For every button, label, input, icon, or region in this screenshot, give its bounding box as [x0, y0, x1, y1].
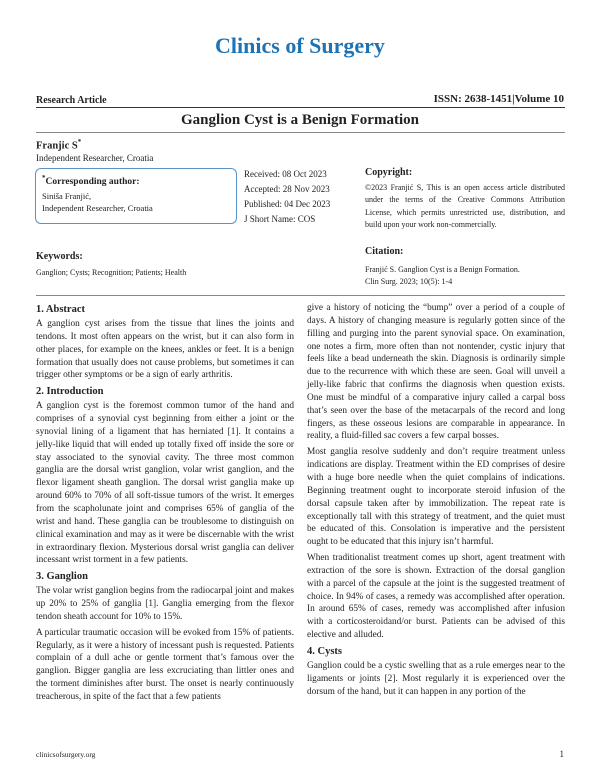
- corresponding-heading-text: Corresponding author:: [45, 177, 140, 188]
- author-name: [36, 138, 81, 152]
- header-rule: [36, 107, 565, 108]
- ganglion-paragraph-2: A particular traumatic occasion will be evoked from 15% of patients. Regularly, as it were a history of incessant push is requested. Patients complain of a dull ache or gentle torment that’s famous over the ganglion. Bigger ganglia are less excruciating than littler ones and the torment diminishes after burst. The onset is nearly continuously treacherous, in spite of the fact that a few patients: [36, 627, 294, 702]
- citation-heading: Citation:: [365, 246, 404, 257]
- cysts-paragraph: Ganglion could be a cystic swelling that as a rule emerges near to the ligaments or joints [2]. Most regularly it is experienced over the dorsum of the hand, but it can happen in any portion of the: [307, 660, 565, 697]
- abstract-paragraph: A ganglion cyst arises from the tissue that lines the joints and tendons. It most often appears on the wrist, but it can also form in other places, for example on the knees, ankles or feet. It is a benign formation that usually does not cause problems, but sometimes it can trigger other symptoms or be a sign of early arthritis.: [36, 319, 294, 381]
- corresponding-name: Siniša Franjić,: [42, 191, 92, 202]
- ganglion-paragraph-1: The volar wrist ganglion begins from the radiocarpal joint and makes up 20% to 25% of ganglia [1]. Ganglia emerging from the flexor tendon sheath account for 10% to 15%.: [36, 586, 294, 622]
- copyright-heading: Copyright:: [365, 167, 413, 178]
- received-date: Received: 08 Oct 2023: [244, 169, 327, 179]
- footer-site-link[interactable]: clinicsofsurgery.org: [36, 750, 96, 759]
- citation-text: [365, 264, 565, 289]
- page-number: 1: [559, 749, 564, 759]
- left-column: [36, 302, 294, 704]
- corresponding-mark: *: [42, 174, 46, 182]
- citation-line-1: Franjić S. Ganglion Cyst is a Benign Formation.: [365, 265, 520, 274]
- published-date: Published: 04 Dec 2023: [244, 199, 331, 209]
- abstract-heading: 1. Abstract: [36, 304, 85, 315]
- title-rule: [36, 132, 565, 133]
- citation-line-2: Clin Surg. 2023; 10(5): 1-4: [365, 277, 453, 287]
- dates-block: [244, 167, 330, 227]
- keywords-heading: Keywords:: [36, 251, 83, 262]
- front-matter-rule: [36, 295, 565, 296]
- journal-short-name: J Short Name: COS: [244, 214, 316, 224]
- keywords-text: Ganglion; Cysts; Recognition; Patients; Health: [36, 268, 187, 277]
- cysts-heading: 4. Cysts: [307, 645, 343, 657]
- accepted-date: Accepted: 28 Nov 2023: [244, 184, 330, 194]
- ganglion-paragraph-3: give a history of noticing the “bump” over a period of a couple of days. A history of changing measure is regularly gotten since of the filling and purging into the parent synovial space. On examination, one notes a firm, more often than not nontender, cystic injury that feels like a bead underneath the skin. Diagnosis is ordinarily simple due to the recurrence with which these are seen. Goal will unveil a jelly-like fabric that confirms the diagnosis when question exists. One must be mindful of a comparative injury called a carpal boss that’s seen over the base of the metacarpals of the record and long fingers, as these osseous lesions are comparable in appearance. In reality, a fluid-filled sac covers a few carpal bosses.: [307, 303, 565, 442]
- issn-volume: ISSN: 2638-1451|Volume 10: [433, 93, 564, 105]
- introduction-paragraph: A ganglion cyst is the foremost common tumor of the hand and comprises of a synovial cyst beginning from either a joint or the synovial lining of a ligament that has herniated [1]. It contains a jelly-like liquid that will ended up totally fixed off inside the sore or stay associated to the synovial cavity. The three most common ganglia are the dorsal wrist ganglion, volar wrist ganglion, and the flexor ligament sheath ganglion. The dorsal wrist ganglia make up around 60% to 70% of all soft-tissue tumors of the wrist. It emerges from the scapholunate joint and comprises 65% of ganglia of the wrist and hand. These ganglia can be troublesome to distinguish on clinical examination and may as it were be discernable with the wrist in extraordinary flexion. Mysterious dorsal wrist ganglia can deliver incessant wrist torment in a few patients.: [36, 401, 294, 566]
- introduction-heading: 2. Introduction: [36, 386, 104, 398]
- article-type: Research Article: [36, 95, 107, 106]
- corresponding-heading: [42, 174, 236, 187]
- right-column: [307, 302, 565, 698]
- author-mark: *: [77, 138, 82, 146]
- article-title: Ganglion Cyst is a Benign Formation: [181, 112, 419, 128]
- copyright-text: ©2023 Franjić S, This is an open access article distributed under the terms of the Creative Commons Attribution License, which permits unrestricted use, distribution, and build upon your work non-commercially.: [365, 183, 565, 229]
- ganglion-heading: 3. Ganglion: [36, 571, 88, 583]
- author-affiliation: Independent Researcher, Croatia: [36, 153, 154, 163]
- corresponding-author-box: [35, 168, 237, 224]
- treatment-paragraph-2: When traditionalist treatment comes up short, agent treatment with extraction of the sore is shown. Extraction of the dorsal ganglion with a parcel of the capsule at the joint is the suggested treatment of choice. In 94% of cases, a remedy was accomplished after operation. In around 65% of cases, remedy was accomplished after infusion with a corticosteroidand/or burst. Patients can be advised of this elective and alluded.: [307, 553, 565, 641]
- author-name-text: Franjic S: [36, 140, 78, 152]
- treatment-paragraph-1: Most ganglia resolve suddenly and don’t require treatment unless indications are display. Treatment within the ED comprises of desire with a huge bore needle when the quiet complains of indications. Beginning treatment ought to incorporate steroid infusion of the dorsal capsule taken after by immobilization. The repeat rate is exceptionally tall with this strategy of treatment, and the quiet must be educated of this. Consolation is imperative and the persistent ought to be educated that this injury isn’t harmful.: [307, 447, 565, 548]
- journal-title: Clinics of Surgery: [215, 33, 385, 58]
- corresponding-affiliation: Independent Researcher, Croatia: [42, 203, 153, 214]
